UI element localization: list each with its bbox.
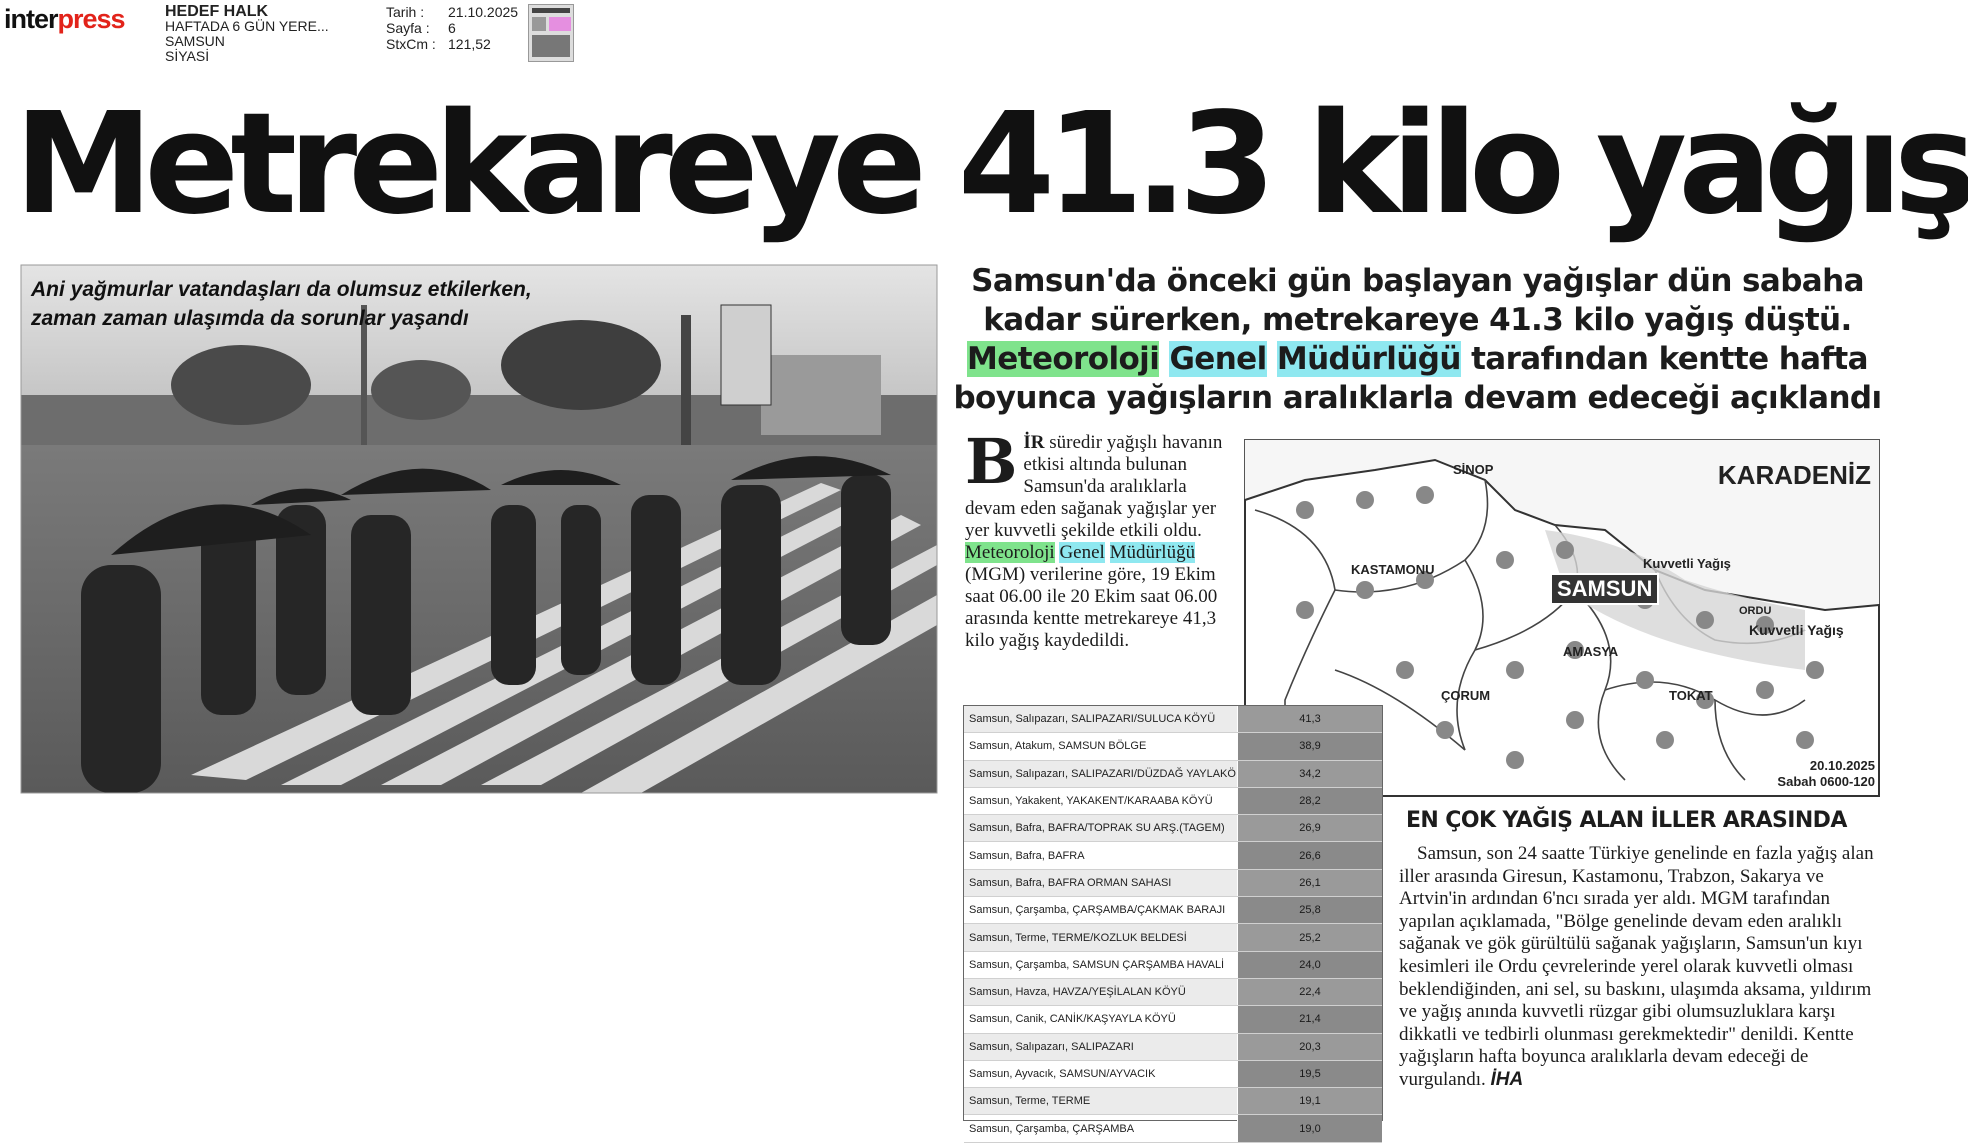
- publication-category: SİYASİ: [165, 48, 210, 64]
- article-subtitle: [950, 262, 1885, 418]
- station-name: Samsun, Salıpazarı, SALIPAZARI/DÜZDAĞ YAYLAKÖ: [964, 761, 1237, 787]
- rainfall-value: 21,4: [1237, 1006, 1382, 1032]
- stxcm-label: StxCm :: [386, 36, 436, 52]
- corum-label: ÇORUM: [1441, 688, 1491, 703]
- map-time-value: Sabah 0600-120: [1777, 774, 1875, 789]
- station-name: Samsun, Çarşamba, SAMSUN ÇARŞAMBA HAVALİ: [969, 958, 1225, 971]
- warning-label-samsun: Kuvvetli Yağış: [1643, 556, 1731, 571]
- sinop-label: SİNOP: [1453, 462, 1494, 477]
- table-row: [964, 924, 1382, 951]
- intro-text2: (MGM) verilerine göre, 19 Ekim saat 06.00 ile 20 Ekim saat 06.00 arasında kentte metrekareye 41,3 kilo yağış kaydedildi.: [965, 564, 1218, 651]
- station-name: Samsun, Terme, TERME: [964, 1088, 1237, 1114]
- table-row: [964, 1088, 1382, 1115]
- station-name: Samsun, Bafra, BAFRA: [969, 849, 1085, 862]
- station-name: Samsun, Terme, TERME/KOZLUK BELDESİ: [964, 924, 1237, 950]
- table-row: [964, 1034, 1382, 1061]
- rainfall-value: 22,4: [1237, 979, 1382, 1005]
- subtitle-part1: Samsun'da önceki gün başlayan yağışlar dün sabaha kadar sürerken, metrekareye 41.3 kilo yağış düştü.: [971, 263, 1864, 338]
- rainfall-table: [963, 705, 1383, 1135]
- map-date-value: 20.10.2025: [1809, 758, 1875, 773]
- section-text: Samsun, son 24 saatte Türkiye genelinde en fazla yağış alan iller arasında Giresun, Kastamonu, Trabzon, Sakarya ve Artvin'in ardından 6'ncı sırada yer aldı. MGM tarafından yapılan açıklamada, "Bölge genelinde devam eden aralıklı sağanak ve gök gürültülü sağanak yağışların, Samsun'un kıyı kesimleri ile Ordu çevrelerinde yerel olarak kuvvetli olması beklendiğinden, ani sel, su baskını, ulaşımda aksama, yıldırım ve yağış anında kuvvetli rüzgar gibi olumsuzluklara karşı dikkatli ve tedbirli olunması gerekmektedir" denildi. Kentte yağışların hafta boyunca aralıklarla devam edeceği de vurgulandı.: [1399, 843, 1874, 1090]
- date-label: Tarih :: [386, 4, 425, 20]
- station-name: Samsun, Atakum, SAMSUN BÖLGE: [969, 740, 1147, 753]
- station-name: Samsun, Ayvacık, SAMSUN/AYVACIK: [969, 1068, 1156, 1080]
- stxcm-value: 121,52: [448, 36, 491, 52]
- map-date: [1777, 758, 1875, 790]
- rainfall-value: 19,5: [1237, 1061, 1382, 1087]
- table-row: [964, 952, 1382, 979]
- clipping-source-info: [165, 4, 329, 64]
- publication-frequency: HAFTADA 6 GÜN YERE...: [165, 18, 329, 34]
- agency-signature: İHA: [1490, 1068, 1524, 1090]
- table-row: [964, 842, 1382, 869]
- subtitle-highlight-mudurlugu: Müdürlüğü: [1276, 341, 1461, 377]
- rainfall-value: 28,2: [1237, 788, 1382, 814]
- publication-name: HEDEF HALK: [165, 3, 269, 20]
- page-value: 6: [448, 20, 456, 36]
- rainfall-value: 19,0: [1237, 1115, 1382, 1141]
- tokat-label: TOKAT: [1669, 688, 1713, 703]
- table-row: [964, 897, 1382, 924]
- photo-caption: Ani yağmurlar vatandaşları da olumsuz etkilerken, zaman zaman ulaşımda da sorunlar yaşandı: [31, 278, 532, 330]
- table-row: [964, 733, 1382, 760]
- page-label: Sayfa :: [386, 20, 430, 36]
- news-photo: [21, 265, 937, 793]
- ordu-label: ORDU: [1739, 605, 1772, 617]
- subtitle-part2: tarafından kentte hafta boyunca yağışların aralıklarla devam edeceği açıklandı: [953, 341, 1882, 416]
- article-body-intro: [965, 425, 1233, 652]
- table-row: [964, 815, 1382, 842]
- station-name: Samsun, Yakakent, YAKAKENT/KARAABA KÖYÜ: [969, 795, 1213, 808]
- station-name: Samsun, Çarşamba, ÇARŞAMBA/ÇAKMAK BARAJI: [969, 904, 1226, 917]
- page-thumbnail[interactable]: [528, 4, 574, 62]
- subtitle-highlight-genel: Genel: [1169, 341, 1267, 377]
- intro-text1: süredir yağışlı havanın etkisi altında bulunan Samsun'da aralıklarla devam eden sağanak yağışlar yer yer kuvvetli şekilde etkili oldu.: [965, 432, 1223, 541]
- table-row: [964, 788, 1382, 815]
- clipping-details: [386, 4, 518, 52]
- rainfall-value: 19,1: [1237, 1088, 1382, 1114]
- publication-city: SAMSUN: [165, 33, 225, 49]
- section-heading: EN ÇOK YAĞIŞ ALAN İLLER ARASINDA: [1406, 808, 1847, 833]
- rainfall-value: 41,3: [1237, 706, 1382, 732]
- station-name: Samsun, Çarşamba, ÇARŞAMBA: [969, 1122, 1135, 1135]
- rainfall-value: 20,3: [1237, 1034, 1382, 1060]
- intro-highlight-genel: Genel: [1059, 542, 1105, 563]
- station-name: Samsun, Canik, CANİK/KAŞYAYLA KÖYÜ: [969, 1013, 1176, 1026]
- interpress-logo: interpress: [4, 4, 125, 34]
- table-row: [964, 979, 1382, 1006]
- table-row: [964, 870, 1382, 897]
- drop-cap: B: [965, 425, 1018, 498]
- rainfall-value: 26,6: [1237, 842, 1382, 868]
- table-row: [964, 761, 1382, 788]
- sea-label: KARADENİZ: [1717, 460, 1871, 490]
- section-body: [1399, 843, 1877, 1092]
- rainfall-value: 26,1: [1237, 870, 1382, 896]
- rainfall-value: 25,2: [1237, 924, 1382, 950]
- rainfall-value: 26,9: [1237, 815, 1382, 841]
- station-name: Samsun, Bafra, BAFRA ORMAN SAHASI: [964, 870, 1237, 896]
- rainy-crosswalk-photo: [21, 265, 937, 793]
- table-row: [964, 1006, 1382, 1033]
- warning-label-ordu: Kuvvetli Yağış: [1749, 622, 1844, 638]
- intro-highlight-mudurlugu: Müdürlüğü: [1109, 542, 1196, 563]
- station-name: Samsun, Salıpazarı, SALIPAZARI: [964, 1034, 1237, 1060]
- intro-lead: İR: [1023, 432, 1045, 453]
- table-row: [964, 1061, 1382, 1088]
- station-name: Samsun, Salıpazarı, SALIPAZARI/SULUCA KÖYÜ: [964, 706, 1237, 732]
- article-headline: Metrekareye 41.3 kilo yağış: [14, 83, 1968, 246]
- station-name: Samsun, Bafra, BAFRA/TOPRAK SU ARŞ.(TAGEM): [964, 815, 1237, 841]
- rainfall-value: 34,2: [1237, 761, 1382, 787]
- station-name: Samsun, Havza, HAVZA/YEŞİLALAN KÖYÜ: [964, 979, 1237, 1005]
- rainfall-value: 38,9: [1237, 733, 1382, 759]
- rainfall-value: 25,8: [1237, 897, 1382, 923]
- table-row: [964, 706, 1382, 733]
- amasya-label: AMASYA: [1563, 644, 1619, 659]
- samsun-label: SAMSUN: [1550, 573, 1659, 605]
- kastamonu-label: KASTAMONU: [1351, 562, 1435, 577]
- date-value: 21.10.2025: [448, 4, 519, 20]
- intro-highlight-meteoroloji: Meteoroloji: [965, 542, 1055, 563]
- table-row: [964, 1115, 1382, 1142]
- rainfall-value: 24,0: [1237, 952, 1382, 978]
- subtitle-highlight-meteoroloji: Meteoroloji: [967, 341, 1160, 377]
